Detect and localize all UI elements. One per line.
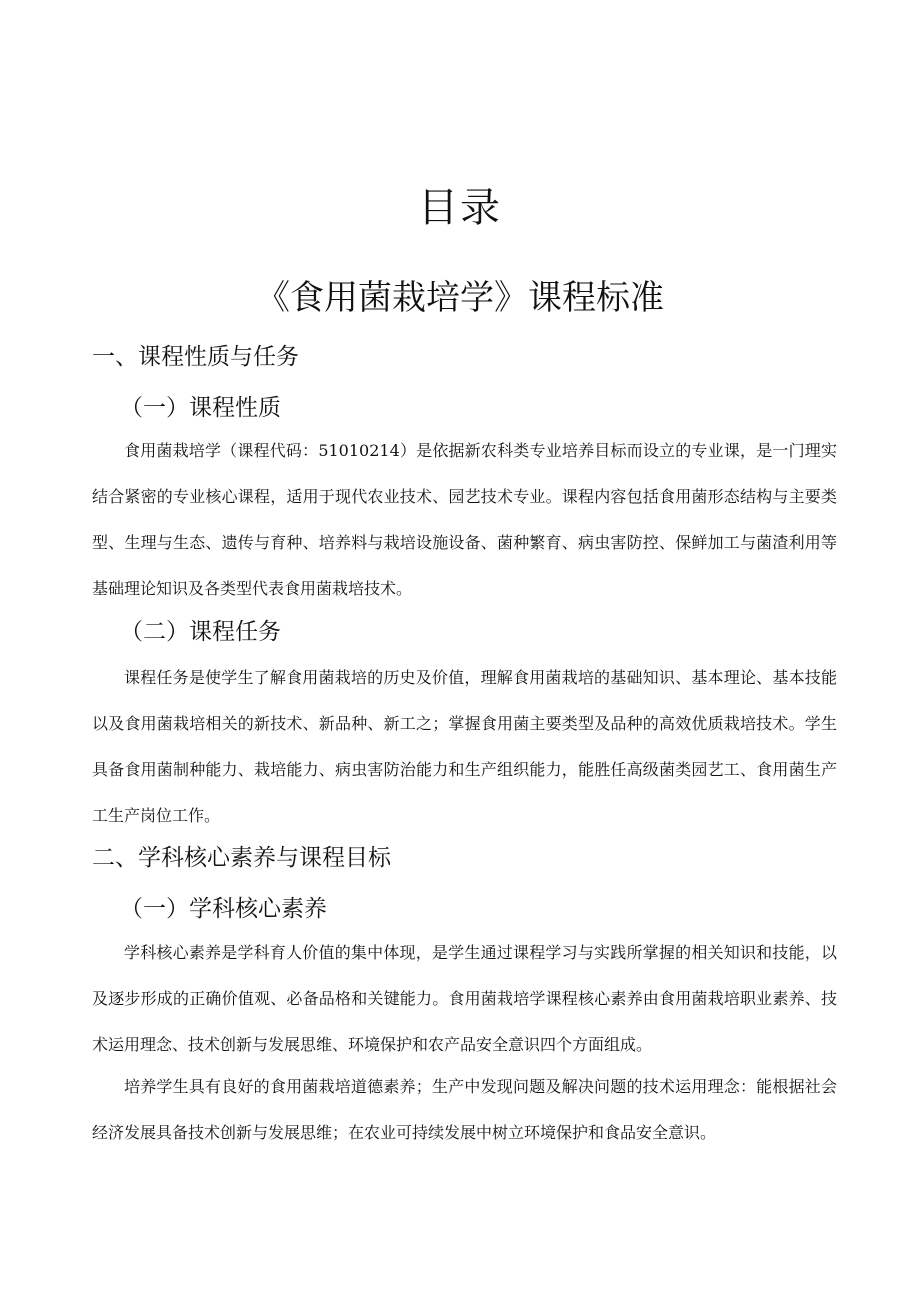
toc-title: 目录 — [418, 185, 502, 231]
section-2-1-paragraph-2: 培养学生具有良好的食用菌栽培道德素养；生产中发现问题及解决问题的技术运用理念：能根据社会经济发展具备技术创新与发展思维；在农业可持续发展中树立环境保护和食品安全意识。 — [92, 1077, 837, 1142]
section-2-1-heading: （一）学科核心素养 — [120, 896, 327, 922]
section-1-2-paragraph: 课程任务是使学生了解食用菌栽培的历史及价值，理解食用菌栽培的基础知识、基本理论、基本技能以及食用菌栽培相关的新技术、新品种、新工之；掌握食用菌主要类型及品种的高效优质栽培技术。学生具备食用菌制种能力、栽培能力、病虫害防治能力和生产组织能力，能胜任高级菌类园艺工、食用菌生产工生产岗位工作。 — [92, 668, 837, 825]
section-1-1-paragraph: 食用菌栽培学（课程代码：51010214）是依据新农科类专业培养目标而设立的专业课，是一门理实结合紧密的专业核心课程，适用于现代农业技术、园艺技术专业。课程内容包括食用菌形态结构与主要类型、生理与生态、遗传与育种、培养料与栽培设施设备、菌种繁育、病虫害防控、保鲜加工与菌渣利用等基础理论知识及各类型代表食用菌栽培技术。 — [92, 441, 837, 598]
section-1-2-heading: （二）课程任务 — [120, 619, 281, 645]
section-2-1-paragraph-1: 学科核心素养是学科育人价值的集中体现，是学生通过课程学习与实践所掌握的相关知识和技能，以及逐步形成的正确价值观、必备品格和关键能力。食用菌栽培学课程核心素养由食用菌栽培职业素养、技术运用理念、技术创新与发展思维、环境保护和农产品安全意识四个方面组成。 — [92, 943, 837, 1054]
document-title: 《食用菌栽培学》课程标准 — [256, 278, 664, 318]
section-2-heading: 二、学科核心素养与课程目标 — [92, 845, 391, 871]
section-1-1-heading: （一）课程性质 — [120, 395, 281, 421]
section-1-heading: 一、课程性质与任务 — [92, 344, 299, 370]
